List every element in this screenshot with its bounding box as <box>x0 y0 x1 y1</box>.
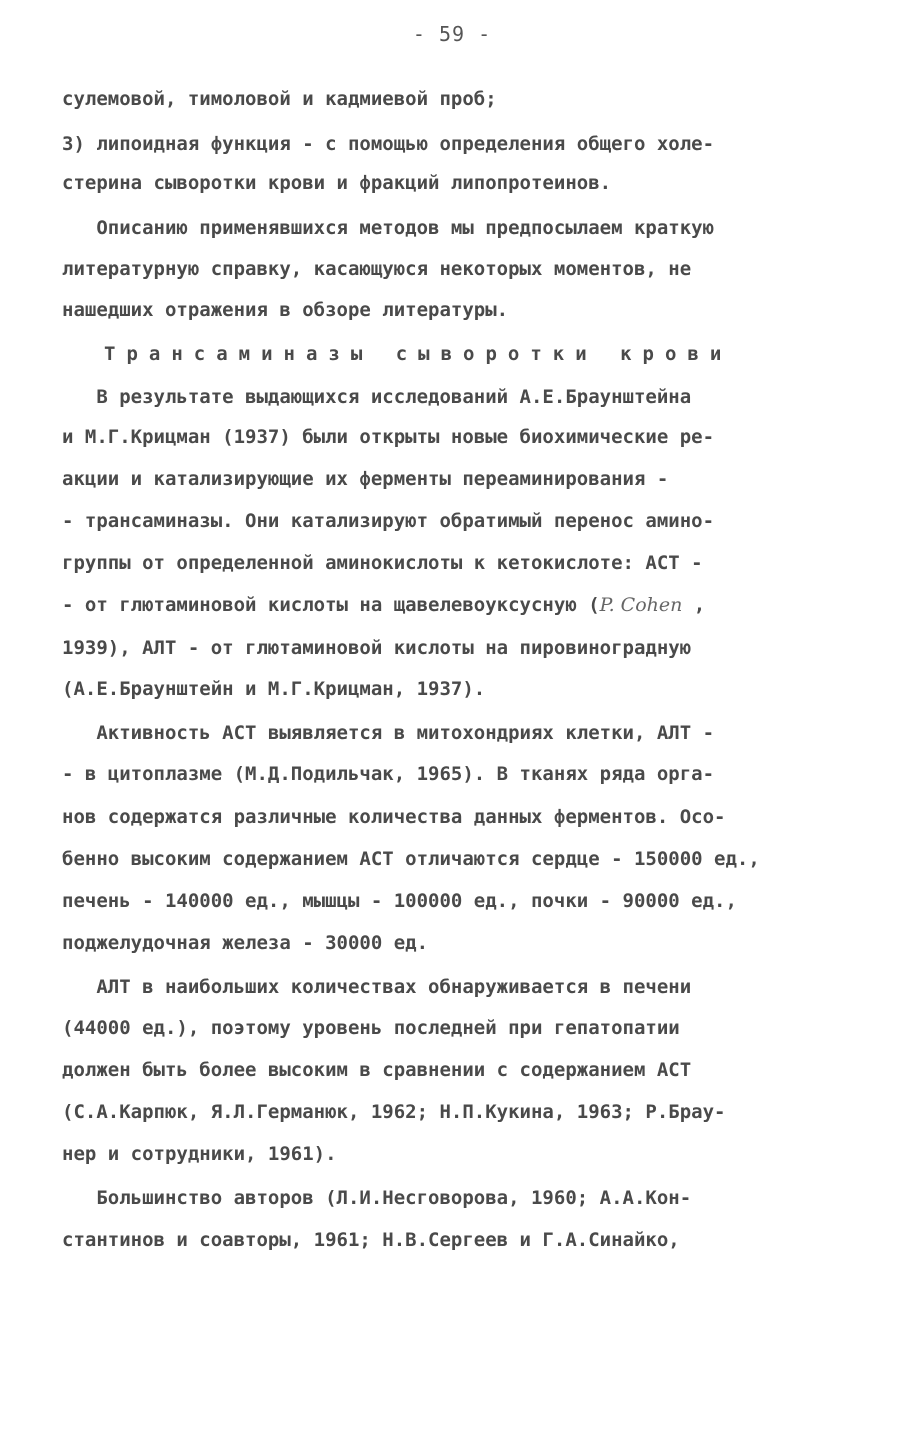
text-line: - трансаминазы. Они катализируют обратимый перенос амино- <box>62 510 715 532</box>
text-line: Описанию применявшихся методов мы предпосылаем краткую <box>62 217 715 239</box>
text-line: Большинство авторов (Л.И.Несговорова, 1960; А.А.Кон- <box>62 1187 692 1209</box>
text-line: (44000 ед.), поэтому уровень последней при гепатопатии <box>62 1017 680 1039</box>
text-line: стантинов и соавторы, 1961; Н.В.Сергеев и Г.А.Синайко, <box>62 1229 680 1251</box>
text-line: Активность АСТ выявляется в митохондриях клетки, АЛТ - <box>62 722 715 744</box>
text-line: литературную справку, касающуюся некоторых моментов, не <box>62 258 692 280</box>
text-line: нов содержатся различные количества данных ферментов. Осо- <box>62 806 726 828</box>
text-line: бенно высоким содержанием АСТ отличаются сердце - 150000 ед., <box>62 848 760 870</box>
text-line: поджелудочная железа - 30000 ед. <box>62 932 429 954</box>
text-line: нер и сотрудники, 1961). <box>62 1143 337 1165</box>
text-line: (С.А.Карпюк, Я.Л.Германюк, 1962; Н.П.Кукина, 1963; Р.Брау- <box>62 1101 726 1123</box>
text-line: АЛТ в наибольших количествах обнаруживается в печени <box>62 976 692 998</box>
text-line: нашедших отражения в обзоре литературы. <box>62 299 509 321</box>
text-line: 1939), АЛТ - от глютаминовой кислоты на пировиноградную <box>62 637 692 659</box>
page-number: - 59 - <box>412 22 492 46</box>
text-line: сулемовой, тимоловой и кадмиевой проб; <box>62 88 497 110</box>
text-line: группы от определенной аминокислоты к кетокислоте: АСТ - <box>62 552 703 574</box>
text-line: акции и катализирующие их ферменты переаминирования - <box>62 468 669 490</box>
text-line: - в цитоплазме (М.Д.Подильчак, 1965). В тканях ряда орга- <box>62 763 715 785</box>
text-fragment: , <box>682 594 706 616</box>
text-line: стерина сыворотки крови и фракций липопротеинов. <box>62 172 612 194</box>
handwritten-insert: P. Cohen <box>599 594 683 616</box>
text-line: должен быть более высоким в сравнении с содержанием АСТ <box>62 1059 692 1081</box>
text-line-with-insert <box>62 594 705 616</box>
text-fragment: - от глютаминовой кислоты на щавелевоуксусную ( <box>62 594 600 616</box>
text-line: печень - 140000 ед., мышцы - 100000 ед., почки - 90000 ед., <box>62 890 737 912</box>
text-line: В результате выдающихся исследований А.Е.Браунштейна <box>62 386 692 408</box>
section-heading: Трансаминазы сыворотки крови <box>104 343 733 365</box>
text-line: 3) липоидная функция - с помощью определения общего холе- <box>62 133 715 155</box>
text-line: и М.Г.Крицман (1937) были открыты новые биохимические ре- <box>62 426 715 448</box>
text-line: (А.Е.Браунштейн и М.Г.Крицман, 1937). <box>62 678 486 700</box>
